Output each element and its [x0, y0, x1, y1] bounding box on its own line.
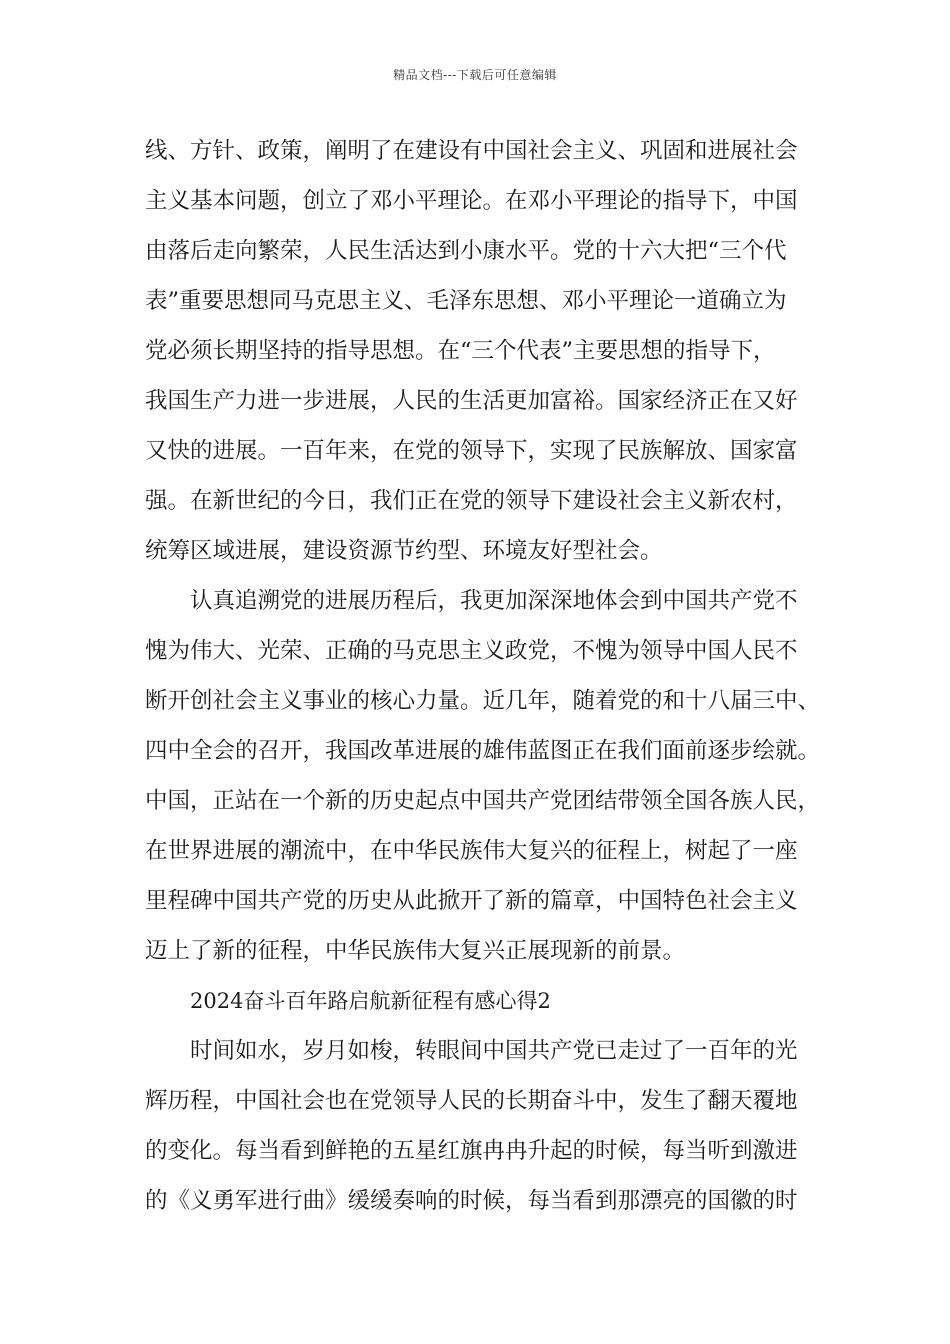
- text-line: 由落后走向繁荣，人民生活达到小康水平。党的十六大把“三个代: [145, 238, 787, 264]
- text-line: 断开创社会主义事业的核心力量。近几年，随着党的和十八届三中、: [145, 688, 821, 714]
- text-line: 四中全会的召开，我国改革进展的雄伟蓝图正在我们面前逐步绘就。: [145, 738, 821, 764]
- text-line: 愧为伟大、光荣、正确的马克思主义政党，不愧为领导中国人民不: [145, 638, 798, 664]
- text-line: 中国，正站在一个新的历史起点中国共产党团结带领全国各族人民，: [145, 788, 821, 814]
- text-line: 统筹区域进展，建设资源节约型、环境友好型社会。: [145, 538, 663, 564]
- text-line: 里程碑中国共产党的历史从此掀开了新的篇章，中国特色社会主义: [145, 888, 798, 914]
- text-line: 的《义勇军进行曲》缓缓奏响的时候，每当看到那漂亮的国徽的时: [145, 1188, 798, 1214]
- text-line: 又快的进展。一百年来，在党的领导下，实现了民族解放、国家富: [145, 438, 798, 464]
- text-line: 线、方针、政策，阐明了在建设有中国社会主义、巩固和进展社会: [145, 138, 798, 164]
- text-line: 迈上了新的征程，中华民族伟大复兴正展现新的前景。: [145, 938, 686, 964]
- page-header: 精品文档---下载后可任意编辑: [393, 68, 557, 82]
- section-heading: 2024奋斗百年路启航新征程有感心得2: [190, 989, 551, 1013]
- text-line: 辉历程，中国社会也在党领导人民的长期奋斗中，发生了翻天覆地: [145, 1088, 798, 1114]
- text-line: 的变化。每当看到鲜艳的五星红旗冉冉升起的时候，每当听到激进: [145, 1138, 798, 1164]
- text-line: 我国生产力进一步进展，人民的生活更加富裕。国家经济正在又好: [145, 388, 798, 414]
- text-line: 在世界进展的潮流中，在中华民族伟大复兴的征程上，树起了一座: [145, 838, 798, 864]
- text-line: 主义基本问题，创立了邓小平理论。在邓小平理论的指导下，中国: [145, 188, 798, 214]
- paragraph-first-line: 时间如水，岁月如梭，转眼间中国共产党已走过了一百年的光: [190, 1038, 798, 1064]
- text-line: 党必须长期坚持的指导思想。在“三个代表”主要思想的指导下，: [145, 338, 776, 364]
- text-line: 强。在新世纪的今日，我们正在党的领导下建设社会主义新农村，: [145, 488, 798, 514]
- text-line: 表”重要思想同马克思主义、毛泽东思想、邓小平理论一道确立为: [145, 288, 787, 314]
- paragraph-first-line: 认真追溯党的进展历程后，我更加深深地体会到中国共产党不: [190, 588, 798, 614]
